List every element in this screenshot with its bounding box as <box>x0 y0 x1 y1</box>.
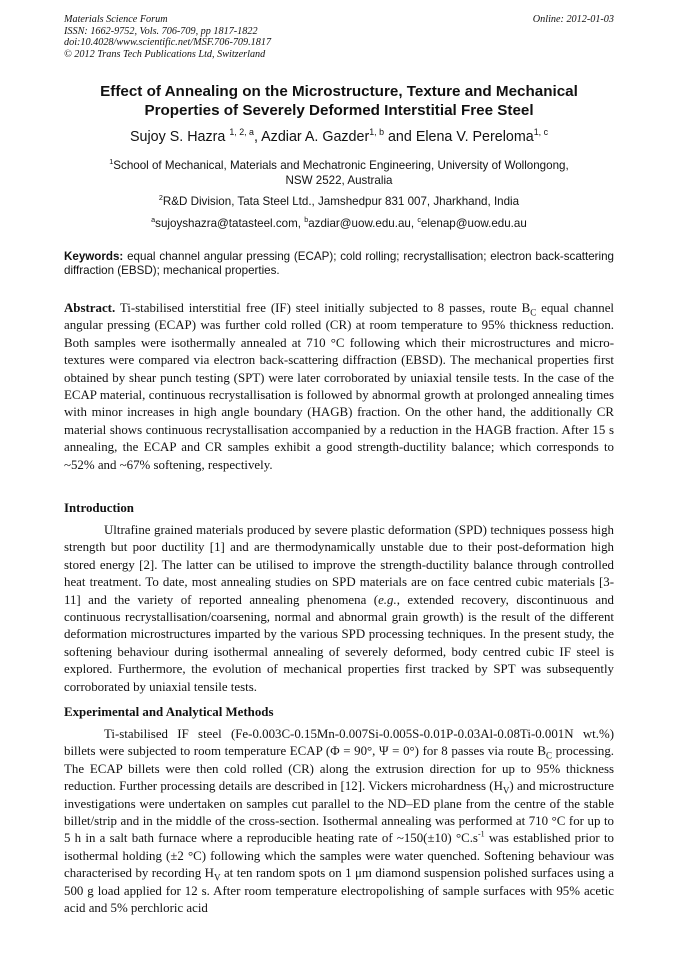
issn-line: ISSN: 1662-9752, Vols. 706-709, pp 1817-1822 <box>64 25 258 37</box>
abstract <box>64 300 614 474</box>
intro-text-1: Ultrafine grained materials produced by severe plastic deformation (SPD) techniques possess high strength but poor ductility [1] and are thermodynamically unstable due to their post-deformation high stored energy [2]. The latter can be utilised to improve the strength-ductility balance through controlled heat treatment. To date, most annealing studies on SPD materials are on face centred cubic materials [3-11] and the variety of reported annealing phenomena ( <box>64 523 614 607</box>
methods-sup-1: -1 <box>477 830 485 840</box>
author-3: Elena V. Pereloma <box>415 129 534 145</box>
email-b[interactable]: azdiar@uow.edu.au, <box>308 217 418 230</box>
email-c[interactable]: elenap@uow.edu.au <box>420 217 527 230</box>
journal-name: Materials Science Forum <box>64 14 168 25</box>
methods-sub-1: C <box>546 750 553 761</box>
keywords <box>64 250 614 278</box>
keywords-text: equal channel angular pressing (ECAP); cold rolling; recrystallisation; electron back-scattering diffraction (EBSD); mechanical properties. <box>64 250 614 277</box>
methods-text-1: Ti-stabilised IF steel (Fe-0.003C-0.15Mn-0.007Si-0.005S-0.01P-0.03Al-0.08Ti-0.001N wt.%) billets were subjected to room temperature ECAP (Φ = 90°, Ψ = 0°) for 8 passes via route B <box>64 727 614 759</box>
methods-text-2: processing. The ECAP billets were then cold rolled (CR) along the extrusion direction for up to 95% thickness reduction. Further processing details are described in [12]. Vickers microhardness (H <box>64 744 614 794</box>
online-date: Online: 2012-01-03 <box>532 14 614 25</box>
author-1-affil: 1, 2, a <box>229 127 254 138</box>
title-line-1: Effect of Annealing on the Microstructure, Texture and Mechanical <box>100 83 578 100</box>
section-heading-introduction: Introduction <box>64 501 134 515</box>
author-3-affil: 1, c <box>533 127 548 138</box>
email-a-mark: a <box>151 215 156 225</box>
section-heading-methods: Experimental and Analytical Methods <box>64 705 274 719</box>
title-line-2: Properties of Severely Deformed Interstitial Free Steel <box>144 102 534 119</box>
email-list <box>64 216 614 231</box>
abstract-text-1: Ti-stabilised interstitial free (IF) steel initially subjected to 8 passes, route B <box>115 301 531 315</box>
methods-text-3: ) and microstructure investigations were undertaken on samples cut parallel to the ND–ED plane from the centre of the stable billet/strip and in the middle of the cross-section. Isothermal annealing was performed at 710 °C for up to 5 h in a salt bath furnace where a reproducible heating rate of ~150(±10) °C.s <box>64 779 614 846</box>
methods-paragraph <box>64 726 614 917</box>
author-1: Sujoy S. Hazra <box>130 129 226 145</box>
methods-text-4: was established prior to isothermal holding (±2 °C) following which the samples were water quenched. Softening behaviour was characterised by recording H <box>64 831 614 881</box>
affiliation-1-mark: 1 <box>109 157 114 167</box>
affiliation-2 <box>64 194 614 209</box>
affiliation-1-line-1: School of Mechanical, Materials and Mechatronic Engineering, University of Wollongong, <box>113 159 569 172</box>
abstract-label: Abstract. <box>64 301 116 315</box>
introduction-paragraph <box>64 522 614 696</box>
paper-title <box>64 82 614 120</box>
intro-italic: e.g. <box>378 592 397 607</box>
methods-sub-3: V <box>213 872 221 883</box>
journal-header <box>64 14 614 60</box>
author-sep-1: , <box>253 129 262 145</box>
abstract-sub-1: C <box>530 307 537 318</box>
author-sep-2: and <box>384 129 416 145</box>
affiliation-2-mark: 2 <box>158 193 163 203</box>
keywords-label: Keywords: <box>64 250 124 263</box>
abstract-text-2: equal channel angular pressing (ECAP) was further cold rolled (CR) at room temperature to 95% thickness reduction. Both samples were isothermally annealed at 710 °C following which their microstructures and micro-textures were compared via electron back-scattering diffraction (EBSD). The mechanical properties first obtained by shear punch testing (SPT) were later corroborated by uniaxial tensile tests. In the case of the ECAP material, continuous recrystallisation is followed by abnormal growth at prolonged annealing times with minor increases in high angle boundary (HAGB) fraction. On the other hand, the additionally CR material shows continuous recrystallisation accompanied by a reduction in the HAGB fraction. After 15 s annealing, the ECAP and CR samples exhibit a good strength-ductility balance; which corresponds to ~52% and ~67% softening, respectively. <box>64 301 614 472</box>
intro-text-2: , extended recovery, discontinuous and continuous recrystallisation/coarsening, normal and abnormal grain growth) is the result of the different deformation microstructures imparted by the various SPD processing techniques. In the present study, the softening behaviour during isothermal annealing of severely deformed, body centred cubic IF steel is explored. Furthermore, the evolution of mechanical properties first tracked by SPT was subsequently corroborated by uniaxial tensile tests. <box>64 592 615 694</box>
methods-sub-2: V <box>502 785 510 796</box>
affiliation-2-text: R&D Division, Tata Steel Ltd., Jamshedpur 831 007, Jharkhand, India <box>162 195 520 208</box>
author-2-affil: 1, b <box>369 127 384 138</box>
copyright-line: © 2012 Trans Tech Publications Ltd, Switzerland <box>64 48 266 60</box>
email-c-mark: c <box>417 215 421 225</box>
methods-text-5: at ten random spots on 1 μm diamond suspension polished surfaces using a 500 g load applied for 12 s. After room temperature electropolishing of sample surfaces with 95% acetic acid and 5% perchloric acid <box>64 866 615 916</box>
author-list <box>64 128 614 146</box>
affiliation-1 <box>64 158 614 188</box>
email-a[interactable]: sujoyshazra@tatasteel.com, <box>155 217 305 230</box>
doi-line[interactable]: doi:10.4028/www.scientific.net/MSF.706-709.1817 <box>64 37 272 49</box>
email-b-mark: b <box>304 215 309 225</box>
affiliation-1-line-2: NSW 2522, Australia <box>285 174 393 187</box>
author-2: Azdiar A. Gazder <box>261 129 370 145</box>
